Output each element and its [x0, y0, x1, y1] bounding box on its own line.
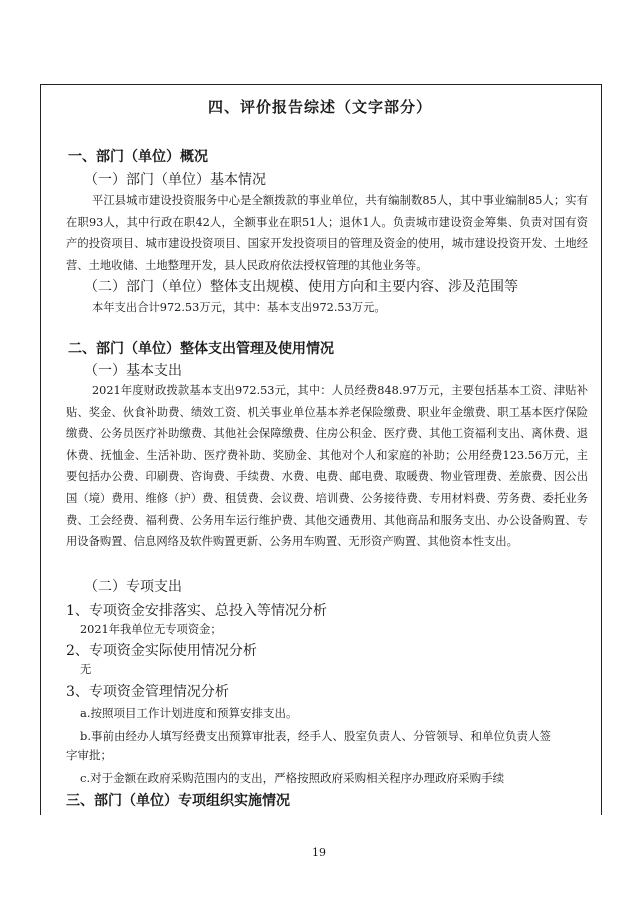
paragraph-basic-info: 平江县城市建设投资服务中心是全额拨款的事业单位，共有编制数85人，其中事业编制85人；实有在职93人，其中行政在职42人，全额事业在职51人；退休1人。负责城市建设资金筹集、负责对国有资产的投资项目、城市建设投资项目、国家开发投资项目的管理及资金的使用，城市建设投资开发、土地经营、土地收储、土地整理开发，县人民政府依法授权管理的其他业务等。 [66, 194, 588, 272]
paragraph-expenditure-total: 本年支出合计972.53万元，其中：基本支出972.53万元。 [92, 301, 386, 314]
page-number: 19 [312, 846, 326, 859]
heading-2-1: （一）基本支出 [84, 363, 182, 379]
paragraph-basic-expenditure: 2021年度财政拨款基本支出972.53元，其中：人员经费848.97万元，主要包括基本工资、津贴补贴、奖金、伙食补助费、绩效工资、机关事业单位基本养老保险缴费、职业年金缴费、职工基本医疗保险缴费、公务员医疗补助缴费、其他社会保障缴费、住房公积金、医疗费、其他工资福利支出、离休费、退休费、抚恤金、生活补助、医疗费补助、奖励金、其他对个人和家庭的补助；公用经费123.56万元，主要包括办公费、印刷费、咨询费、手续费、水费、电费、邮电费、取暖费、物业管理费、差旅费、因公出国（境）费用、维修（护）费、租赁费、会议费、培训费、公务接待费、专用材料费、劳务费、委托业务费、工会经费、福利费、公务用车运行维护费、其他交通费用、其他商品和服务支出、办公设备购置、专用设备购置、信息网络及软件购置更新、公务用车购置、无形资产购置、其他资本性支出。 [66, 384, 588, 549]
item-2-body: 无 [80, 663, 92, 676]
heading-2-2: （二）专项支出 [84, 579, 182, 595]
heading-1: 一、部门（单位）概况 [68, 149, 208, 165]
item-3-a: a.按照项目工作计划进度和预算安排支出。 [80, 706, 298, 720]
heading-2-2-3: 3、专项资金管理情况分析 [66, 684, 229, 700]
item-1-body: 2021年我单位无专项资金； [80, 623, 222, 636]
heading-1-1: （一）部门（单位）基本情况 [84, 172, 266, 188]
heading-2-2-2: 2、专项资金实际使用情况分析 [66, 643, 257, 659]
heading-1-2: （二）部门（单位）整体支出规模、使用方向和主要内容、涉及范围等 [84, 279, 518, 295]
item-3-c: c.对于金额在政府采购范围内的支出，严格按照政府采购相关程序办理政府采购手续 [80, 771, 505, 785]
item-3-b-line2: 字审批； [66, 748, 112, 762]
heading-3: 三、部门（单位）专项组织实施情况 [66, 793, 290, 809]
item-3-b-line1: b.事前由经办人填写经费支出预算审批表，经手人、股室负责人、分管领导、和单位负责人签 [80, 729, 552, 743]
heading-2: 二、部门（单位）整体支出管理及使用情况 [68, 341, 334, 357]
heading-2-2-1: 1、专项资金安排落实、总投入等情况分析 [66, 603, 327, 619]
section-title: 四、评价报告综述（文字部分） [208, 98, 433, 116]
